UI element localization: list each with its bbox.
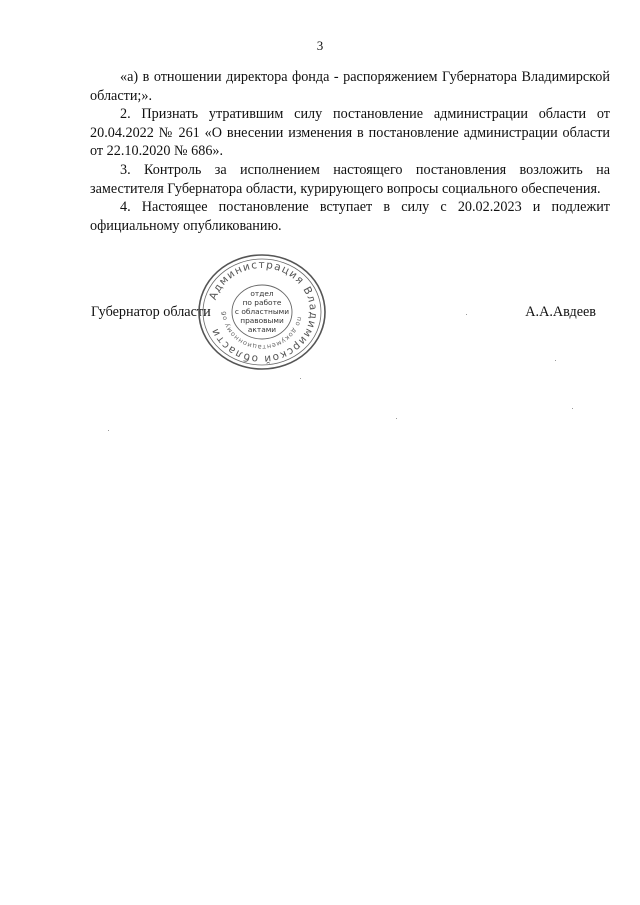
scan-speck	[108, 430, 109, 431]
seal-center-line: правовыми	[240, 316, 284, 325]
seal-center-line: отдел	[250, 289, 274, 298]
seal-outer-text: Администрация Владимирской области	[207, 258, 320, 366]
seal-inner-text: по документационному об	[219, 310, 304, 352]
seal-center-line: актами	[247, 325, 277, 334]
scan-speck	[300, 378, 301, 379]
paragraph-item-2: 2. Признать утратившим силу постановление администрации области от 20.04.2022 № 261 «О внесении изменения в постановление администрации области от 22.10.2020 № 686».	[90, 106, 610, 160]
seal-center-line: с областными	[234, 307, 290, 316]
seal-center-line: по работе	[242, 298, 282, 307]
paragraph-item-4: 4. Настоящее постановление вступает в силу с 20.02.2023 и подлежит официальному опубликованию.	[90, 199, 610, 234]
scan-speck	[466, 314, 467, 315]
document-body	[90, 68, 610, 235]
scan-speck	[555, 360, 556, 361]
page-number: 3	[316, 38, 324, 53]
official-seal	[196, 252, 328, 372]
scan-speck	[396, 418, 397, 419]
signatory-title: Губернатор области	[91, 304, 211, 320]
paragraph-amendment: «а) в отношении директора фонда - распоряжением Губернатора Владимирской области;».	[90, 69, 610, 104]
scan-speck	[572, 408, 573, 409]
signatory-name: А.А.Авдеев	[525, 304, 596, 320]
seal-graphic	[196, 252, 328, 372]
paragraph-item-3: 3. Контроль за исполнением настоящего постановления возложить на заместителя Губернатора области, курирующего вопросы социального обеспечения.	[90, 161, 610, 197]
